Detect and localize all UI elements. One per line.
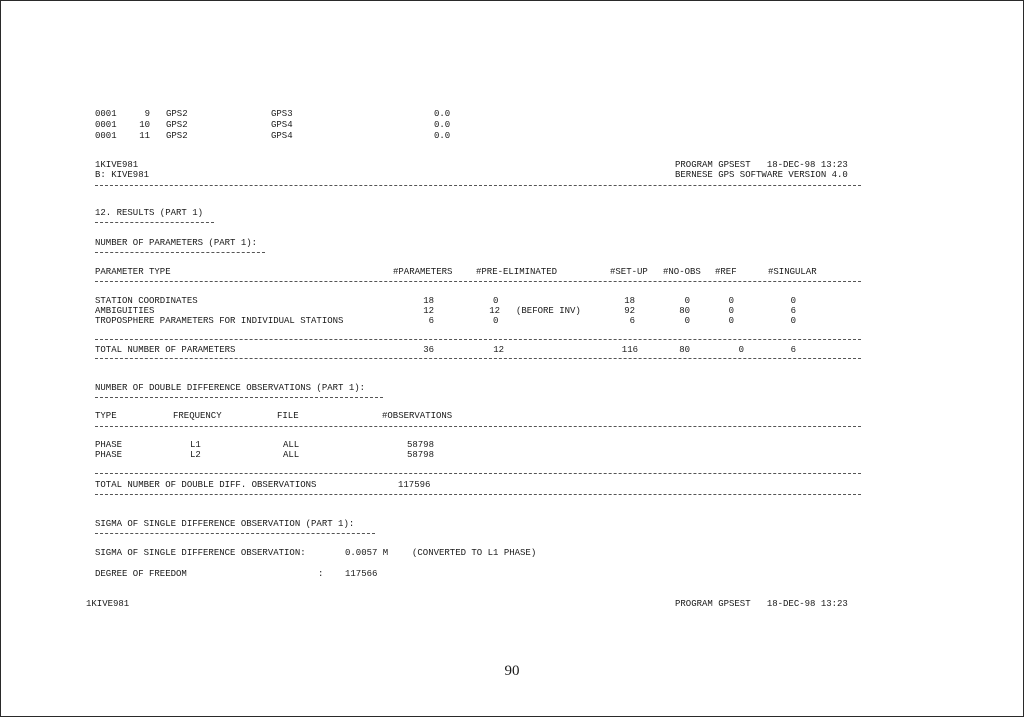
params-row-noobs: 0 bbox=[684, 296, 690, 306]
top-row-num: 0001 bbox=[95, 120, 117, 130]
top-row-val: 0.0 bbox=[434, 120, 451, 130]
params-row-ref: 0 bbox=[728, 316, 734, 326]
top-row-num: 0001 bbox=[95, 109, 117, 119]
top-row-idx: 10 bbox=[139, 120, 150, 130]
obs-total-label: TOTAL NUMBER OF DOUBLE DIFF. OBSERVATIONS bbox=[95, 480, 317, 490]
obs-row-type: PHASE bbox=[95, 440, 123, 450]
params-header-params: #PARAMETERS bbox=[393, 267, 453, 277]
top-row-num: 0001 bbox=[95, 131, 117, 141]
header-divider bbox=[95, 185, 861, 186]
obs-header-type: TYPE bbox=[95, 411, 117, 421]
obs-header-observations: #OBSERVATIONS bbox=[382, 411, 453, 421]
params-header-noobs: #NO-OBS bbox=[663, 267, 701, 277]
params-row-params: 18 bbox=[423, 296, 434, 306]
section-title-underline bbox=[95, 222, 214, 223]
header-left-2: B: KIVE981 bbox=[95, 170, 150, 180]
params-row-type: TROPOSPHERE PARAMETERS FOR INDIVIDUAL STATIONS bbox=[95, 316, 344, 326]
obs-header-divider bbox=[95, 426, 861, 427]
params-header-type: PARAMETER TYPE bbox=[95, 267, 171, 277]
params-header-pre: #PRE-ELIMINATED bbox=[476, 267, 558, 277]
top-row-idx: 11 bbox=[139, 131, 150, 141]
top-row-val: 0.0 bbox=[434, 109, 451, 119]
params-total-pre: 12 bbox=[493, 345, 504, 355]
params-row-ref: 0 bbox=[728, 296, 734, 306]
params-total-divider-top bbox=[95, 339, 861, 340]
top-row-from: GPS2 bbox=[166, 120, 188, 130]
obs-total-count: 117596 bbox=[398, 480, 431, 490]
params-total-label: TOTAL NUMBER OF PARAMETERS bbox=[95, 345, 236, 355]
params-title: NUMBER OF PARAMETERS (PART 1): bbox=[95, 238, 258, 248]
obs-title: NUMBER OF DOUBLE DIFFERENCE OBSERVATIONS (PART 1): bbox=[95, 383, 366, 393]
dof-value: 117566 bbox=[345, 569, 378, 579]
obs-header-file: FILE bbox=[277, 411, 299, 421]
dof-separator: : bbox=[318, 569, 324, 579]
params-total-sing: 6 bbox=[790, 345, 796, 355]
params-row-params: 12 bbox=[423, 306, 434, 316]
params-row-setup: 92 bbox=[624, 306, 635, 316]
obs-row-type: PHASE bbox=[95, 450, 123, 460]
obs-row-freq: L1 bbox=[190, 440, 201, 450]
sigma-title: SIGMA OF SINGLE DIFFERENCE OBSERVATION (PART 1): bbox=[95, 519, 355, 529]
sigma-label: SIGMA OF SINGLE DIFFERENCE OBSERVATION: bbox=[95, 548, 306, 558]
params-row-pre: 0 bbox=[493, 316, 499, 326]
footer-right: PROGRAM GPSEST 18-DEC-98 13:23 bbox=[675, 599, 848, 609]
obs-total-divider-top bbox=[95, 473, 861, 474]
obs-header-frequency: FREQUENCY bbox=[173, 411, 222, 421]
obs-row-file: ALL bbox=[283, 440, 300, 450]
params-row-sing: 0 bbox=[790, 296, 796, 306]
params-row-type: AMBIGUITIES bbox=[95, 306, 155, 316]
top-row-from: GPS2 bbox=[166, 109, 188, 119]
obs-row-count: 58798 bbox=[406, 440, 434, 450]
params-total-divider-bottom bbox=[95, 358, 861, 359]
params-header-divider bbox=[95, 281, 861, 282]
page-number: 90 bbox=[504, 663, 520, 679]
params-row-note: (BEFORE INV) bbox=[516, 306, 581, 316]
params-row-setup: 18 bbox=[624, 296, 635, 306]
obs-row-freq: L2 bbox=[190, 450, 201, 460]
header-left-1: 1KIVE981 bbox=[95, 160, 139, 170]
params-total-params: 36 bbox=[423, 345, 434, 355]
params-row-noobs: 0 bbox=[684, 316, 690, 326]
params-header-setup: #SET-UP bbox=[610, 267, 648, 277]
obs-total-divider-bottom bbox=[95, 494, 861, 495]
top-row-to: GPS4 bbox=[271, 131, 293, 141]
top-row-idx: 9 bbox=[144, 109, 150, 119]
params-header-ref: #REF bbox=[715, 267, 737, 277]
top-row-to: GPS4 bbox=[271, 120, 293, 130]
top-row-from: GPS2 bbox=[166, 131, 188, 141]
obs-title-underline bbox=[95, 397, 383, 398]
top-row-to: GPS3 bbox=[271, 109, 293, 119]
obs-row-file: ALL bbox=[283, 450, 300, 460]
top-row-val: 0.0 bbox=[434, 131, 451, 141]
sigma-title-underline bbox=[95, 533, 375, 534]
sigma-note: (CONVERTED TO L1 PHASE) bbox=[412, 548, 537, 558]
params-row-ref: 0 bbox=[728, 306, 734, 316]
footer-left: 1KIVE981 bbox=[86, 599, 130, 609]
params-title-underline bbox=[95, 252, 265, 253]
sigma-value: 0.0057 M bbox=[345, 548, 389, 558]
params-row-type: STATION COORDINATES bbox=[95, 296, 198, 306]
dof-label: DEGREE OF FREEDOM bbox=[95, 569, 187, 579]
params-row-params: 6 bbox=[428, 316, 434, 326]
header-right-1: PROGRAM GPSEST 18-DEC-98 13:23 bbox=[675, 160, 848, 170]
params-total-setup: 116 bbox=[621, 345, 638, 355]
params-total-ref: 0 bbox=[738, 345, 744, 355]
params-row-pre: 0 bbox=[493, 296, 499, 306]
params-header-singular: #SINGULAR bbox=[768, 267, 817, 277]
params-row-pre: 12 bbox=[489, 306, 500, 316]
header-right-2: BERNESE GPS SOFTWARE VERSION 4.0 bbox=[675, 170, 848, 180]
params-row-sing: 6 bbox=[790, 306, 796, 316]
params-row-noobs: 80 bbox=[679, 306, 690, 316]
params-row-setup: 6 bbox=[629, 316, 635, 326]
params-row-sing: 0 bbox=[790, 316, 796, 326]
params-total-noobs: 80 bbox=[679, 345, 690, 355]
section-title: 12. RESULTS (PART 1) bbox=[95, 208, 204, 218]
obs-row-count: 58798 bbox=[406, 450, 434, 460]
